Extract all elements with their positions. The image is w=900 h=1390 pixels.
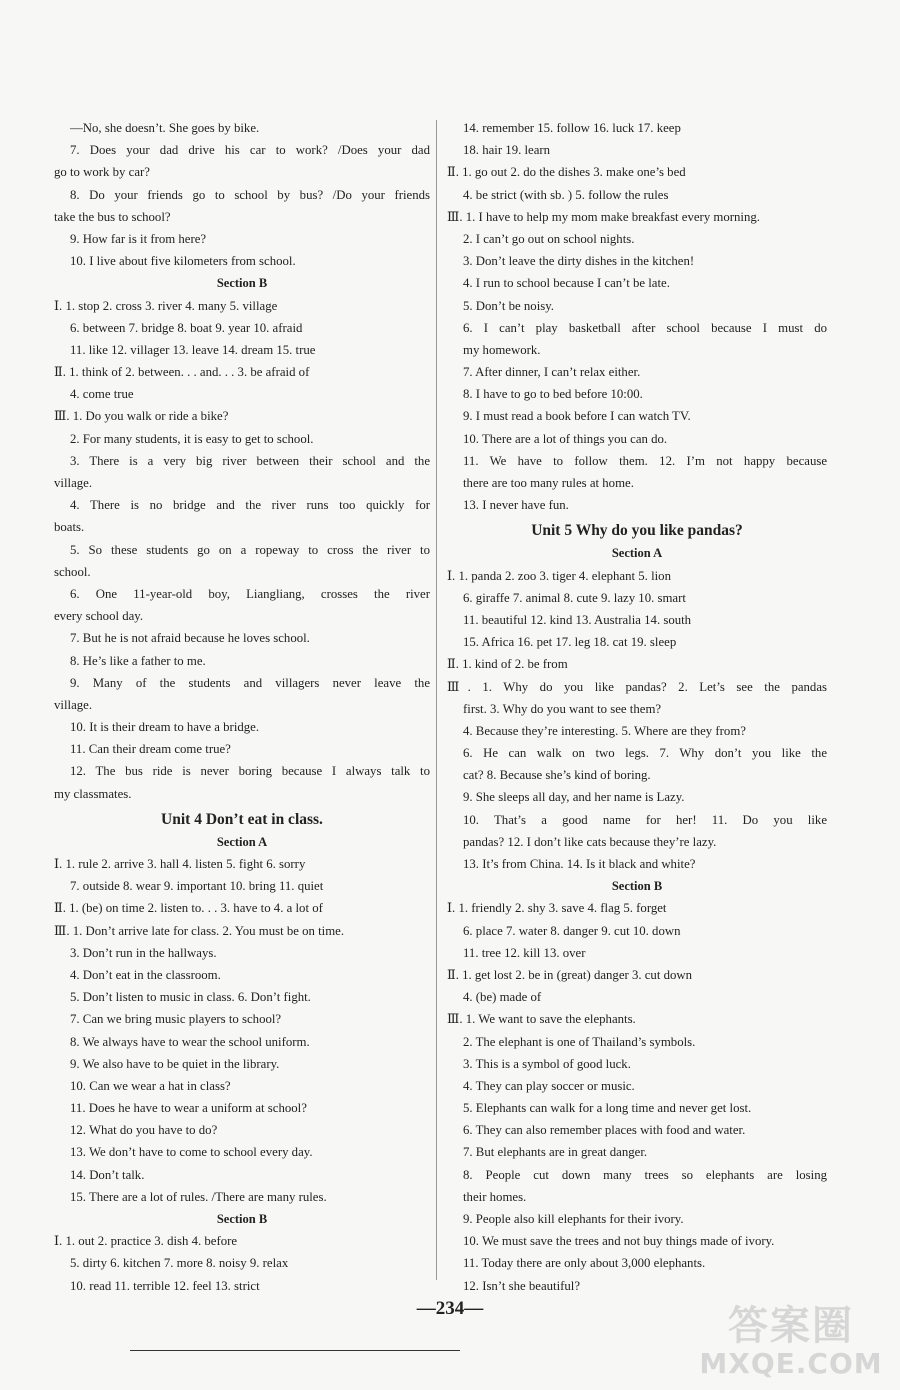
answer-line: Ⅲ. 1. Why do you like pandas? 2. Let’s see the pandas	[447, 679, 827, 694]
answer-line: 9. How far is it from here?	[70, 231, 207, 246]
answer-line: 13. We don’t have to come to school every day.	[70, 1145, 313, 1160]
answer-line: cat? 8. Because she’s kind of boring.	[463, 768, 651, 783]
section-heading: Section A	[216, 834, 268, 849]
unit-heading: Unit 5 Why do you like pandas?	[531, 522, 743, 540]
column-divider	[436, 120, 437, 1280]
answer-line: 9. Many of the students and villagers never leave the	[70, 675, 430, 690]
answer-line: 7. But he is not afraid because he loves school.	[70, 631, 310, 646]
answer-line: Ⅰ. 1. panda 2. zoo 3. tiger 4. elephant 5. lion	[447, 568, 671, 583]
answer-line: 4. (be) made of	[463, 990, 542, 1005]
answer-line: 11. Can their dream come true?	[70, 742, 231, 757]
answer-line: 7. After dinner, I can’t relax either.	[463, 365, 641, 380]
answer-line: 4. They can play soccer or music.	[463, 1078, 635, 1093]
answer-line: 8. We always have to wear the school uniform.	[70, 1034, 310, 1049]
answer-line: 8. People cut down many trees so elephants are losing	[463, 1167, 827, 1182]
bottom-rule	[130, 1350, 460, 1351]
watermark	[696, 1304, 886, 1388]
section-heading: Section B	[216, 276, 268, 291]
answer-line: 12. What do you have to do?	[70, 1123, 218, 1138]
answer-line: Ⅲ. 1. I have to help my mom make breakfast every morning.	[447, 209, 760, 224]
answer-line: 15. Africa 16. pet 17. leg 18. cat 19. sleep	[463, 635, 677, 650]
answer-line: 2. The elephant is one of Thailand’s symbols.	[463, 1034, 696, 1049]
answer-line: 11. tree 12. kill 13. over	[463, 945, 586, 960]
answer-line: my homework.	[463, 342, 541, 357]
answer-line: Ⅱ. 1. get lost 2. be in (great) danger 3. cut down	[447, 967, 693, 982]
answer-line: Ⅰ. 1. out 2. practice 3. dish 4. before	[54, 1234, 238, 1249]
answer-line: 11. Today there are only about 3,000 elephants.	[463, 1256, 706, 1271]
answer-line: my classmates.	[54, 786, 132, 801]
answer-line: 10. It is their dream to have a bridge.	[70, 720, 260, 735]
answer-line: 2. I can’t go out on school nights.	[463, 231, 635, 246]
unit-heading: Unit 4 Don’t eat in class.	[161, 810, 323, 828]
answer-line: 5. Don’t listen to music in class. 6. Don’t fight.	[70, 990, 311, 1005]
answer-line: 4. There is no bridge and the river runs too quickly for	[70, 498, 430, 513]
answer-line: 11. like 12. villager 13. leave 14. dream 15. true	[70, 342, 316, 357]
answer-line: 12. Isn’t she beautiful?	[463, 1278, 581, 1293]
answer-line: 6. He can walk on two legs. 7. Why don’t you like the	[463, 746, 827, 761]
answer-line: go to work by car?	[54, 165, 150, 180]
answer-line: Ⅱ. 1. (be) on time 2. listen to. . . 3. have to 4. a lot of	[54, 901, 323, 916]
answer-line: 10. read 11. terrible 12. feel 13. strict	[70, 1278, 260, 1293]
answer-line: 6. between 7. bridge 8. boat 9. year 10. afraid	[70, 320, 303, 335]
answer-line: 10. We must save the trees and not buy things made of ivory.	[463, 1234, 775, 1249]
answer-line: 5. So these students go on a ropeway to cross the river to	[70, 542, 430, 557]
section-heading: Section B	[216, 1212, 268, 1226]
answer-line: 13. It’s from China. 14. Is it black and white?	[463, 857, 696, 871]
answer-line: 10. There are a lot of things you can do.	[463, 431, 668, 446]
answer-line: there are too many rules at home.	[463, 476, 634, 490]
answer-line: —No, she doesn’t. She goes by bike.	[70, 121, 260, 135]
answer-line: 8. He’s like a father to me.	[70, 653, 206, 668]
answer-line: take the bus to school?	[54, 209, 171, 224]
answer-line: 5. Don’t be noisy.	[463, 298, 554, 313]
answer-line: village.	[54, 476, 93, 490]
answer-line: 10. Can we wear a hat in class?	[70, 1078, 231, 1093]
answer-line: Ⅱ. 1. kind of 2. be from	[447, 657, 568, 672]
answer-line: their homes.	[463, 1189, 527, 1204]
section-heading: Section A	[611, 546, 663, 561]
answer-line: 4. Don’t eat in the classroom.	[70, 967, 221, 982]
answer-line: Ⅰ. 1. rule 2. arrive 3. hall 4. listen 5. fight 6. sorry	[54, 857, 306, 871]
answer-line: 11. beautiful 12. kind 13. Australia 14. south	[463, 612, 692, 627]
answer-line: 4. Because they’re interesting. 5. Where are they from?	[463, 723, 746, 738]
answer-line: 7. Does your dad drive his car to work? /Does your dad	[70, 143, 430, 158]
answer-line: 6. giraffe 7. animal 8. cute 9. lazy 10. smart	[463, 590, 686, 605]
left-column	[54, 117, 430, 1297]
answer-line: 5. dirty 6. kitchen 7. more 8. noisy 9. relax	[70, 1256, 289, 1271]
answer-line: Ⅲ. 1. Do you walk or ride a bike?	[54, 409, 229, 424]
answer-line: 14. Don’t talk.	[70, 1167, 145, 1182]
answer-line: Ⅱ. 1. go out 2. do the dishes 3. make one’s bed	[447, 165, 686, 180]
answer-line: Ⅲ. 1. We want to save the elephants.	[447, 1012, 636, 1027]
answer-line: 3. Don’t leave the dirty dishes in the kitchen!	[463, 254, 695, 269]
answer-line: 10. That’s a good name for her! 11. Do you like	[463, 812, 827, 827]
right-column	[447, 117, 827, 1297]
answer-line: 7. Can we bring music players to school?	[70, 1012, 282, 1027]
answer-line: 7. But elephants are in great danger.	[463, 1145, 648, 1160]
answer-line: 6. They can also remember places with food and water.	[463, 1123, 746, 1138]
answer-line: 14. remember 15. follow 16. luck 17. keep	[463, 121, 681, 135]
answer-line: 6. place 7. water 8. danger 9. cut 10. down	[463, 923, 681, 938]
answer-line: 4. be strict (with sb. ) 5. follow the rules	[463, 187, 669, 202]
answer-line: 11. We have to follow them. 12. I’m not happy because	[463, 453, 827, 468]
answer-line: 5. Elephants can walk for a long time and never get lost.	[463, 1101, 752, 1116]
answer-line: 8. Do your friends go to school by bus? /Do your friends	[70, 187, 430, 202]
answer-line: village.	[54, 697, 93, 712]
answer-line: 2. For many students, it is easy to get to school.	[70, 431, 314, 446]
answer-line: 8. I have to go to bed before 10:00.	[463, 387, 643, 402]
answer-line: pandas? 12. I don’t like cats because they’re lazy.	[463, 834, 717, 849]
answer-line: Ⅰ. 1. stop 2. cross 3. river 4. many 5. village	[54, 298, 278, 313]
answer-line: 12. The bus ride is never boring because I always talk to	[70, 764, 430, 779]
answer-line: 13. I never have fun.	[463, 498, 569, 513]
answer-line: Ⅲ. 1. Don’t arrive late for class. 2. You must be on time.	[54, 923, 345, 938]
watermark-url: MXQE.COM	[699, 1347, 883, 1380]
answer-line: school.	[54, 564, 91, 579]
answer-line: first. 3. Why do you want to see them?	[463, 701, 662, 716]
answer-line: 9. She sleeps all day, and her name is Lazy.	[463, 790, 685, 805]
page-number: —234—	[416, 1298, 484, 1319]
answer-line: 15. There are a lot of rules. /There are many rules.	[70, 1189, 327, 1204]
answer-line: boats.	[54, 520, 85, 535]
answer-line: Ⅰ. 1. friendly 2. shy 3. save 4. flag 5. forget	[447, 901, 667, 916]
answer-line: 3. There is a very big river between their school and the	[70, 453, 430, 468]
answer-line: 6. I can’t play basketball after school because I must do	[463, 320, 827, 335]
answer-line: 3. This is a symbol of good luck.	[463, 1056, 631, 1071]
answer-line: 10. I live about five kilometers from school.	[70, 254, 296, 269]
answer-line: 7. outside 8. wear 9. important 10. bring 11. quiet	[70, 879, 324, 894]
answer-line: 9. We also have to be quiet in the library.	[70, 1056, 280, 1071]
answer-line: every school day.	[54, 609, 144, 624]
answer-line: 3. Don’t run in the hallways.	[70, 945, 217, 960]
answer-line: 9. I must read a book before I can watch TV.	[463, 409, 691, 424]
section-heading: Section B	[611, 879, 663, 894]
answer-line: 18. hair 19. learn	[463, 143, 551, 158]
answer-line: Ⅱ. 1. think of 2. between. . . and. . . 3. be afraid of	[54, 365, 310, 380]
answer-line: 9. People also kill elephants for their ivory.	[463, 1212, 684, 1226]
answer-line: 4. come true	[70, 387, 134, 402]
answer-line: 4. I run to school because I can’t be late.	[463, 276, 670, 291]
answer-line: 11. Does he have to wear a uniform at school?	[70, 1101, 307, 1116]
answer-line: 6. One 11-year-old boy, Liangliang, crosses the river	[70, 586, 430, 601]
watermark-logo: 答案圈	[728, 1303, 854, 1349]
